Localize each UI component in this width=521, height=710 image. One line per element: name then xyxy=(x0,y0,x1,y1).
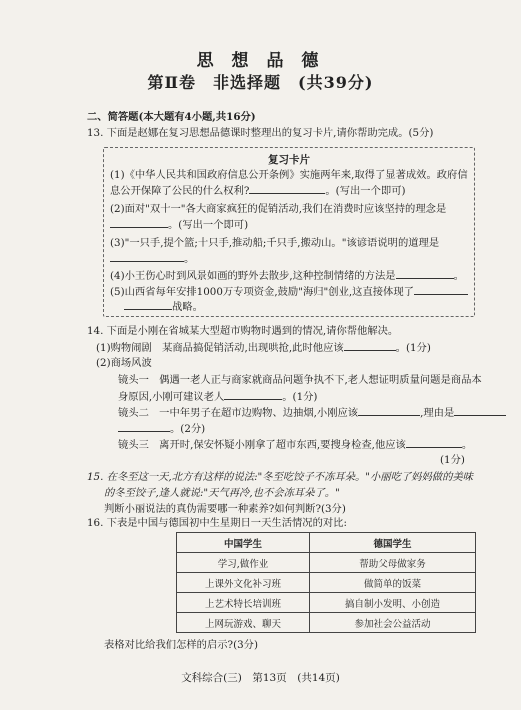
table-row xyxy=(177,613,476,633)
table-cell: 上网玩游戏、聊天 xyxy=(177,613,310,633)
q14-scene3-line1: 镜头三 离开时,保安怀疑小刚拿了超市东西,要搜身检查,他应该 。 xyxy=(118,439,473,451)
answer-blank[interactable] xyxy=(396,268,454,279)
answer-blank[interactable] xyxy=(118,421,170,432)
q14-scene1-line2: 身原因,小刚可建议老人 。(1分) xyxy=(118,391,318,403)
section-heading: 二、简答题(本大题有4小题,共16分) xyxy=(87,111,256,123)
q13-item3-line2: 。 xyxy=(110,251,194,266)
q16-stem: 16. 下表是中国与德国初中生星期日一天生活情况的对比: xyxy=(87,517,347,529)
q15-line2: 的冬至饺子,逢人就说:"天气再冷,也不会冻耳朵了。" xyxy=(104,487,340,499)
q15-line1: 15. 在冬至这一天,北方有这样的说法:"冬至吃饺子不冻耳朵。"小丽吃了妈妈做的美味 xyxy=(87,471,473,483)
answer-blank[interactable] xyxy=(224,389,282,400)
table-row xyxy=(177,573,476,593)
q14-part2: (2)商场风波 xyxy=(96,357,152,369)
answer-blank[interactable] xyxy=(406,437,462,448)
page-footer: 文科综合(三) 第13页 (共14页) xyxy=(181,672,340,684)
q14-scene2-line2: 。(2分) xyxy=(118,421,205,436)
table-row xyxy=(177,553,476,573)
table-cell: 做简单的饭菜 xyxy=(310,573,476,593)
review-card-title: 复习卡片 xyxy=(268,154,310,166)
q13-item5-line2: 战略。 xyxy=(124,299,203,314)
answer-blank[interactable] xyxy=(358,405,420,416)
table-header-row xyxy=(177,533,476,553)
answer-blank[interactable] xyxy=(110,251,184,262)
q16-question: 表格对比给我们怎样的启示?(3分) xyxy=(104,639,258,651)
answer-blank[interactable] xyxy=(124,299,172,310)
subject-title: 思 想 品 德 xyxy=(196,51,325,71)
q13-item2-line2: 。(写出一个即可) xyxy=(110,217,248,232)
answer-blank[interactable] xyxy=(414,284,468,295)
q13-item1-line1: (1)《中华人民共和国政府信息公开条例》实施两年来,取得了显著成效。政府信 xyxy=(110,169,468,181)
q13-item3-line1: (3)"一只手,提个篮;十只手,推动船;千只手,搬动山。"该谚语说明的道理是 xyxy=(110,237,440,249)
answer-blank[interactable] xyxy=(249,183,325,194)
answer-blank[interactable] xyxy=(454,405,506,416)
table-header-china: 中国学生 xyxy=(177,533,310,553)
table-row xyxy=(177,593,476,613)
table-cell: 上艺术特长培训班 xyxy=(177,593,310,613)
q14-scene2-line1: 镜头二 一中年男子在超市边购物、边抽烟,小刚应该 ,理由是 xyxy=(118,405,506,420)
table-cell: 搞自制小发明、小创造 xyxy=(310,593,476,613)
comparison-table xyxy=(176,532,476,633)
q13-stem: 13. 下面是赵娜在复习思想品德课时整理出的复习卡片,请你帮助完成。(5分) xyxy=(87,127,434,139)
q13-item2-line1: (2)面对"双十一"各大商家疯狂的促销活动,我们在消费时应该坚持的理念是 xyxy=(110,203,447,215)
table-cell: 学习,做作业 xyxy=(177,553,310,573)
answer-blank[interactable] xyxy=(344,340,396,351)
volume-title: 第Ⅱ卷 非选择题 (共39分) xyxy=(147,73,374,92)
table-header-germany: 德国学生 xyxy=(310,533,476,553)
q13-item4: (4)小王伤心时到风景如画的野外去散步,这种控制情绪的方法是 。 xyxy=(110,270,464,282)
q13-item1-line2: 息公开保障了公民的什么权利? 。(写出一个即可) xyxy=(110,185,406,197)
q14-part1: (1)购物闹剧 某商品搞促销活动,出现哄抢,此时他应该 。(1分) xyxy=(96,342,431,354)
q15-question: 判断小丽说法的真伪需要哪一种素养?如何判断?(3分) xyxy=(104,503,346,515)
q13-item5-line1: (5)山西省每年安排1000万专项资金,鼓励"海归"创业,这直接体现了 xyxy=(110,284,468,299)
q14-scene3-score: (1分) xyxy=(440,454,465,466)
answer-blank[interactable] xyxy=(110,217,168,228)
q14-scene1-line1: 镜头一 偶遇一老人正与商家就商品问题争执不下,老人想证明质量问题是商品本 xyxy=(118,374,482,386)
q14-stem: 14. 下面是小刚在省城某大型超市购物时遇到的情况,请你帮他解决。 xyxy=(87,325,399,337)
table-cell: 参加社会公益活动 xyxy=(310,613,476,633)
table-cell: 上课外文化补习班 xyxy=(177,573,310,593)
table-cell: 帮助父母做家务 xyxy=(310,553,476,573)
